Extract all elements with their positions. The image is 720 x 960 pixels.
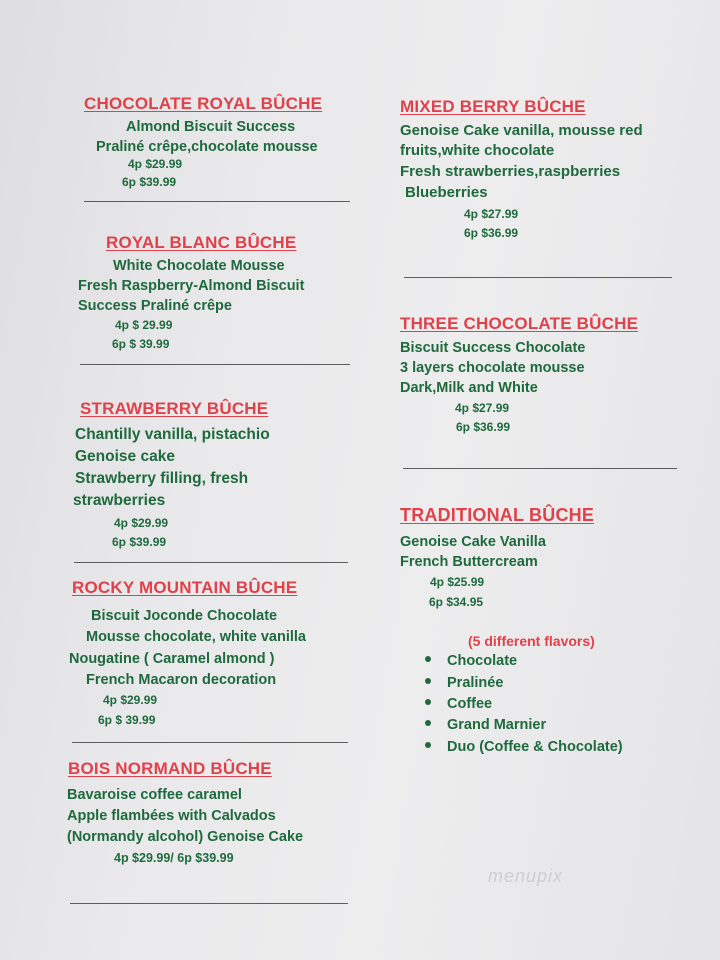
- bullet-icon: [425, 678, 431, 684]
- price-line: 4p $29.99/ 6p $39.99: [114, 851, 234, 865]
- bullet-icon: [425, 742, 431, 748]
- price-line: 4p $25.99: [430, 575, 485, 589]
- price-line: 4p $ 29.99: [115, 318, 173, 332]
- bullet-icon: [425, 699, 431, 705]
- desc-line: Mousse chocolate, white vanilla: [86, 629, 306, 645]
- desc-line: Dark,Milk and White: [400, 380, 538, 396]
- title-chocolate-royal: CHOCOLATE ROYAL BÛCHE: [84, 94, 323, 113]
- watermark: menupix: [488, 866, 564, 886]
- desc-line: Biscuit Joconde Chocolate: [91, 608, 278, 624]
- price-line: 4p $27.99: [455, 401, 510, 415]
- desc-line: Fresh strawberries,raspberries: [400, 163, 621, 180]
- flavor-item: Coffee: [425, 696, 492, 712]
- price-line: 6p $36.99: [464, 226, 519, 240]
- price-line: 6p $ 39.99: [112, 337, 170, 351]
- divider: [74, 562, 348, 563]
- price-line: 6p $34.95: [429, 595, 484, 609]
- desc-line: Chantilly vanilla, pistachio: [75, 426, 270, 443]
- bullet-icon: [425, 656, 431, 662]
- desc-line: 3 layers chocolate mousse: [400, 360, 585, 376]
- desc-line: Nougatine ( Caramel almond ): [69, 651, 275, 667]
- price-line: 4p $29.99: [128, 157, 183, 171]
- desc-line: French Macaron decoration: [86, 672, 277, 688]
- flavor-item: Grand Marnier: [425, 717, 546, 733]
- price-line: 4p $27.99: [464, 207, 519, 221]
- flavor-item: Pralinée: [425, 675, 503, 691]
- desc-line: Biscuit Success Chocolate: [400, 340, 586, 356]
- desc-line: strawberries: [73, 492, 166, 509]
- desc-line: Genoise Cake vanilla, mousse red: [400, 122, 643, 139]
- flavor-item: Duo (Coffee & Chocolate): [425, 739, 623, 755]
- bullet-icon: [425, 720, 431, 726]
- flavors-note: (5 different flavors): [468, 633, 595, 649]
- divider: [80, 364, 350, 365]
- price-line: 6p $ 39.99: [98, 713, 156, 727]
- desc-line: Success Praliné crêpe: [78, 298, 232, 314]
- desc-line: Genoise cake: [75, 448, 175, 465]
- desc-line: (Normandy alcohol) Genoise Cake: [67, 829, 304, 845]
- desc-line: White Chocolate Mousse: [113, 258, 285, 274]
- title-mixed-berry: MIXED BERRY BÛCHE: [400, 97, 586, 116]
- desc-line: Blueberries: [405, 184, 488, 201]
- divider: [403, 468, 677, 469]
- divider: [404, 277, 672, 278]
- price-line: 6p $39.99: [112, 535, 167, 549]
- title-traditional: TRADITIONAL BÛCHE: [400, 505, 595, 525]
- desc-line: Strawberry filling, fresh: [75, 470, 249, 487]
- flavor-item: Chocolate: [425, 653, 517, 669]
- divider: [72, 742, 348, 743]
- desc-line: Fresh Raspberry-Almond Biscuit: [78, 278, 305, 294]
- price-line: 6p $39.99: [122, 175, 177, 189]
- desc-line: fruits,white chocolate: [400, 142, 555, 159]
- divider: [84, 201, 350, 202]
- desc-line: Genoise Cake Vanilla: [400, 534, 546, 550]
- desc-line: Almond Biscuit Success: [126, 119, 296, 135]
- title-strawberry: STRAWBERRY BÛCHE: [80, 399, 269, 418]
- desc-line: French Buttercream: [400, 554, 538, 570]
- price-line: 4p $29.99: [103, 693, 158, 707]
- title-rocky-mountain: ROCKY MOUNTAIN BÛCHE: [72, 578, 298, 597]
- price-line: 6p $36.99: [456, 420, 511, 434]
- desc-line: Bavaroise coffee caramel: [67, 787, 242, 803]
- price-line: 4p $29.99: [114, 516, 169, 530]
- title-three-chocolate: THREE CHOCOLATE BÛCHE: [400, 314, 639, 333]
- desc-line: Apple flambées with Calvados: [67, 808, 276, 824]
- divider: [70, 903, 348, 904]
- title-royal-blanc: ROYAL BLANC BÛCHE: [106, 233, 297, 252]
- desc-line: Praliné crêpe,chocolate mousse: [96, 139, 318, 155]
- title-bois-normand: BOIS NORMAND BÛCHE: [68, 759, 272, 778]
